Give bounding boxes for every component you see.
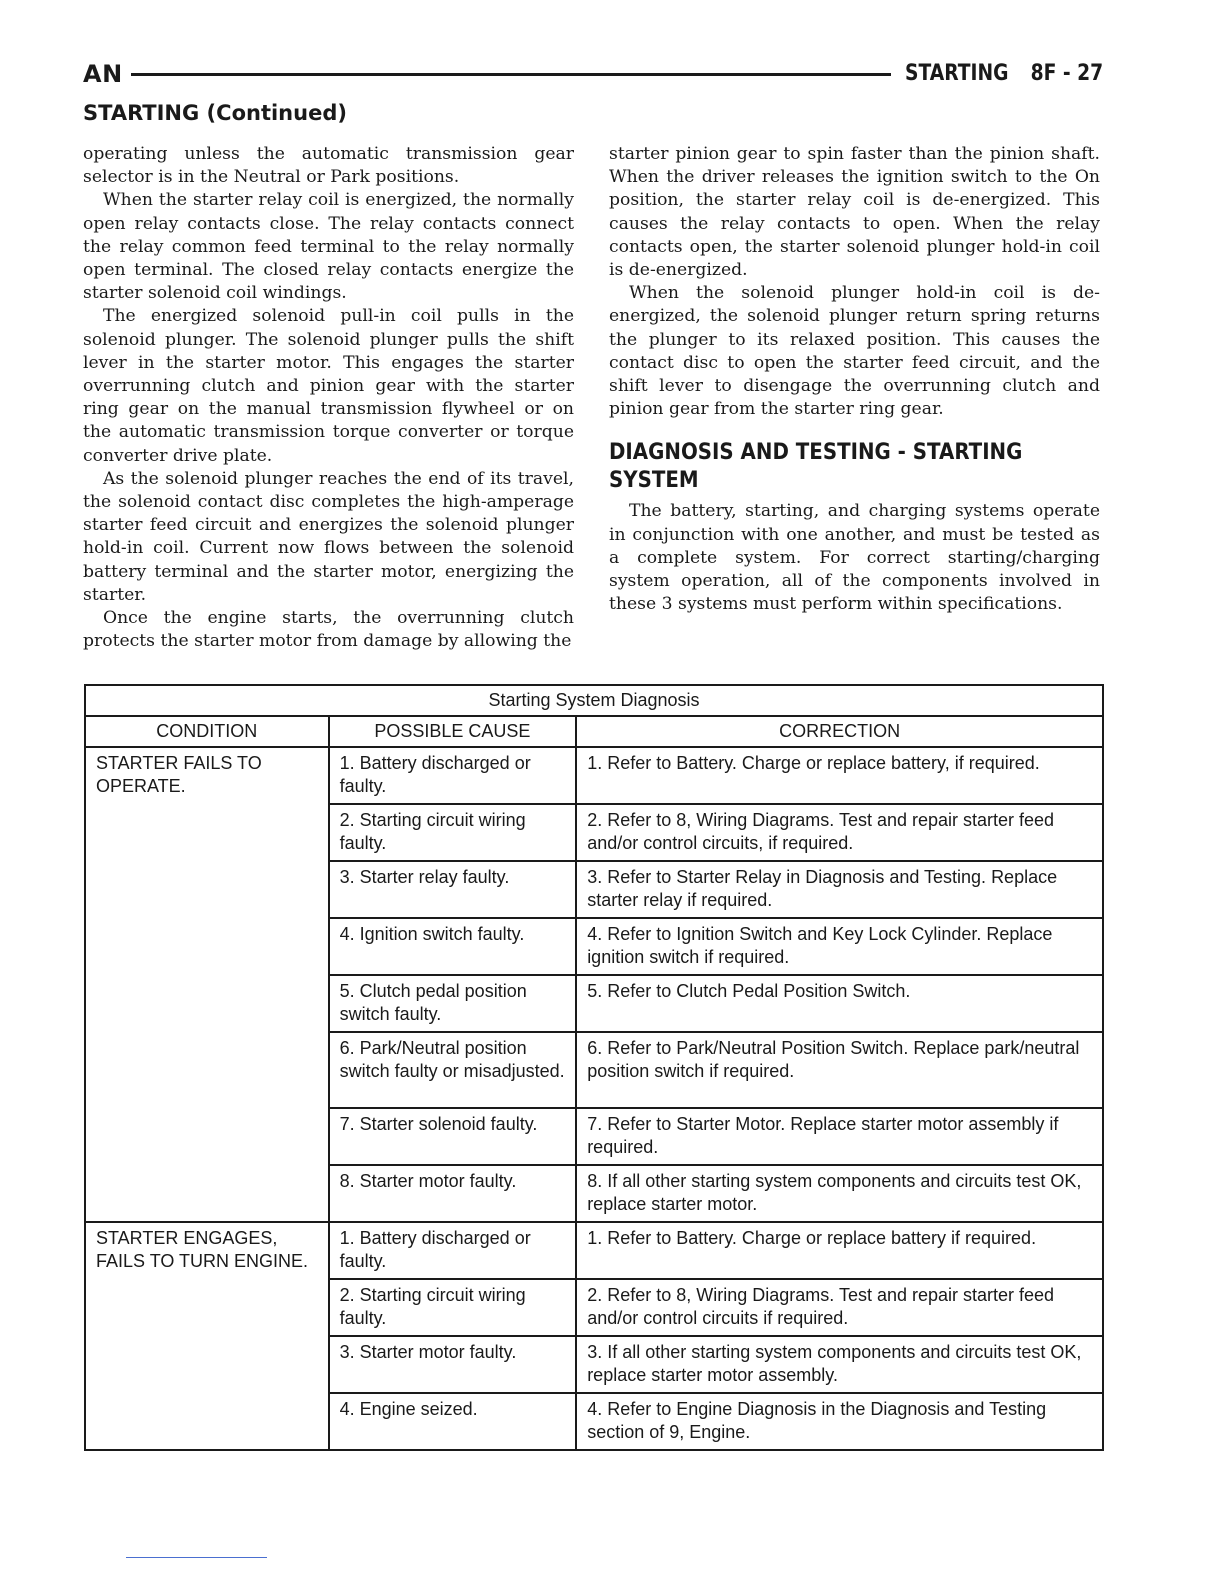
correction-cell: 2. Refer to 8, Wiring Diagrams. Test and repair starter feed and/or control circuits, if required. <box>576 804 1103 861</box>
section-title: STARTING (Continued) <box>83 101 347 125</box>
cause-cell: 4. Engine seized. <box>329 1393 577 1450</box>
page-header <box>83 58 1103 90</box>
cause-cell: 3. Starter motor faulty. <box>329 1336 577 1393</box>
table-caption: Starting System Diagnosis <box>85 685 1103 716</box>
table-row <box>85 1222 1103 1279</box>
footer-link-underline <box>126 1557 267 1558</box>
correction-cell: 3. If all other starting system components and circuits test OK, replace starter motor assembly. <box>576 1336 1103 1393</box>
cause-cell: 2. Starting circuit wiring faulty. <box>329 1279 577 1336</box>
header-section: STARTING <box>904 61 1009 86</box>
paragraph: Once the engine starts, the overrunning clutch protects the starter motor from damage by allowing the <box>83 608 574 652</box>
paragraph: operating unless the automatic transmission gear selector is in the Neutral or Park positions. <box>83 144 574 188</box>
cause-cell: 5. Clutch pedal position switch faulty. <box>329 975 577 1032</box>
cause-cell: 7. Starter solenoid faulty. <box>329 1108 577 1165</box>
condition-cell: STARTER FAILS TO OPERATE. <box>85 747 329 1222</box>
condition-cell: STARTER ENGAGES, FAILS TO TURN ENGINE. <box>85 1222 329 1450</box>
paragraph: As the solenoid plunger reaches the end of its travel, the solenoid contact disc completes the high-amperage starter feed circuit and energizes the solenoid plunger hold-in coil. Current now flows between the solenoid battery terminal and the starter motor, energizing the starter. <box>83 468 574 605</box>
column-header-condition: CONDITION <box>85 716 329 747</box>
paragraph: When the solenoid plunger hold-in coil is de-energized, the solenoid plunger return spring returns the plunger to its relaxed position. This causes the contact disc to open the starter feed circuit, and the shift lever to disengage the overrunning clutch and pinion gear from the starter ring gear. <box>609 283 1100 420</box>
correction-cell: 3. Refer to Starter Relay in Diagnosis and Testing. Replace starter relay if required. <box>576 861 1103 918</box>
correction-cell: 7. Refer to Starter Motor. Replace starter motor assembly if required. <box>576 1108 1103 1165</box>
correction-cell: 2. Refer to 8, Wiring Diagrams. Test and repair starter feed and/or control circuits if required. <box>576 1279 1103 1336</box>
diagnosis-table <box>84 684 1104 1451</box>
page-number: 8F - 27 <box>1030 61 1103 86</box>
manual-code: AN <box>83 60 123 88</box>
cause-cell: 1. Battery discharged or faulty. <box>329 1222 577 1279</box>
cause-cell: 2. Starting circuit wiring faulty. <box>329 804 577 861</box>
column-header-correction: CORRECTION <box>576 716 1103 747</box>
correction-cell: 5. Refer to Clutch Pedal Position Switch. <box>576 975 1103 1032</box>
cause-cell: 8. Starter motor faulty. <box>329 1165 577 1222</box>
diagnosis-heading: DIAGNOSIS AND TESTING - STARTING SYSTEM <box>609 440 1023 494</box>
cause-cell: 1. Battery discharged or faulty. <box>329 747 577 804</box>
table-row <box>85 747 1103 804</box>
correction-cell: 1. Refer to Battery. Charge or replace battery if required. <box>576 1222 1103 1279</box>
correction-cell: 6. Refer to Park/Neutral Position Switch. Replace park/neutral position switch if required. <box>576 1032 1103 1108</box>
correction-cell: 1. Refer to Battery. Charge or replace battery, if required. <box>576 747 1103 804</box>
cause-cell: 3. Starter relay faulty. <box>329 861 577 918</box>
correction-cell: 4. Refer to Engine Diagnosis in the Diagnosis and Testing section of 9, Engine. <box>576 1393 1103 1450</box>
diagnosis-intro: The battery, starting, and charging systems operate in conjunction with one another, and must be tested as a complete system. For correct starting/charging system operation, all of the components involved in these 3 systems must perform within specifications. <box>609 501 1100 615</box>
header-rule <box>131 73 891 76</box>
cause-cell: 4. Ignition switch faulty. <box>329 918 577 975</box>
correction-cell: 4. Refer to Ignition Switch and Key Lock Cylinder. Replace ignition switch if required. <box>576 918 1103 975</box>
correction-cell: 8. If all other starting system components and circuits test OK, replace starter motor. <box>576 1165 1103 1222</box>
header-right <box>905 61 1103 86</box>
right-column <box>609 143 1100 616</box>
column-header-cause: POSSIBLE CAUSE <box>329 716 577 747</box>
paragraph: starter pinion gear to spin faster than the pinion shaft. When the driver releases the ignition switch to the On position, the starter relay coil is de-energized. This causes the relay contacts to open. When the relay contacts open, the starter solenoid plunger hold-in coil is de-energized. <box>609 144 1100 281</box>
left-column <box>83 143 574 653</box>
cause-cell: 6. Park/Neutral position switch faulty or misadjusted. <box>329 1032 577 1108</box>
paragraph: When the starter relay coil is energized, the normally open relay contacts close. The relay contacts connect the relay common feed terminal to the relay normally open terminal. The closed relay contacts energize the starter solenoid coil windings. <box>83 190 574 304</box>
paragraph: The energized solenoid pull-in coil pulls in the solenoid plunger. The solenoid plunger pulls the shift lever in the starter motor. This engages the starter overrunning clutch and pinion gear with the starter ring gear on the manual transmission flywheel or on the automatic transmission torque converter or torque converter drive plate. <box>83 306 574 466</box>
